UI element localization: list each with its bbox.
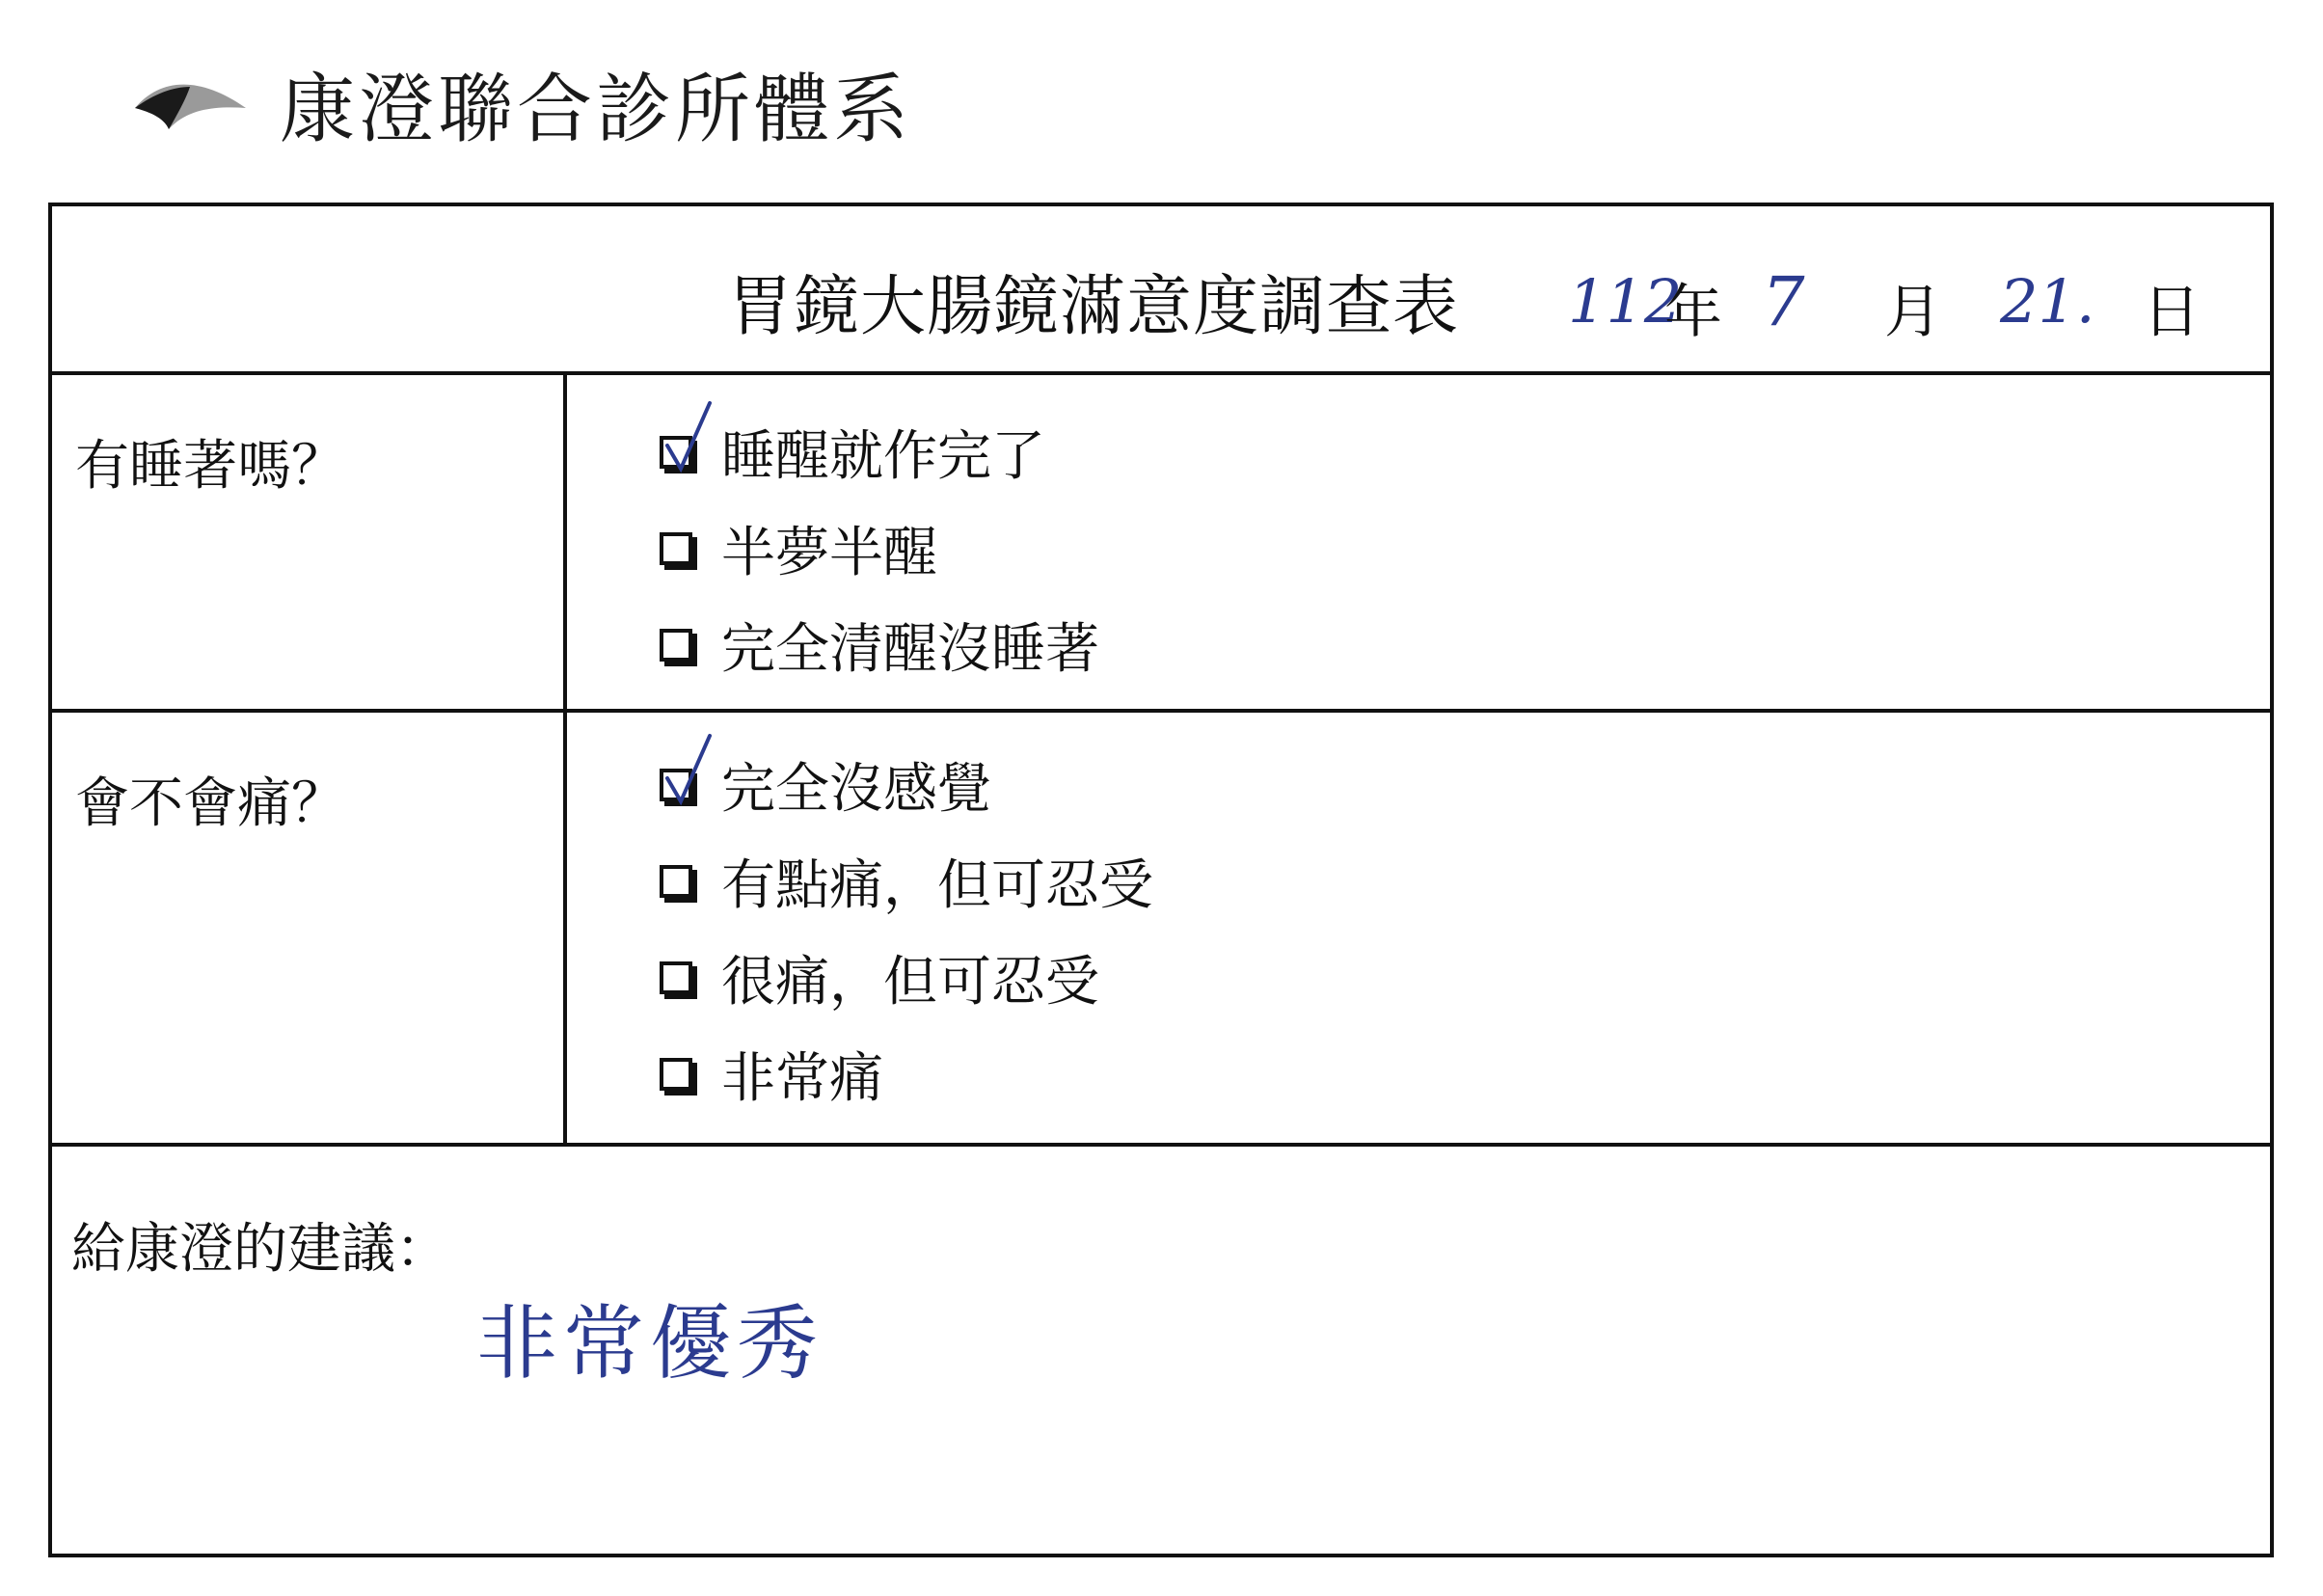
checkbox[interactable] xyxy=(660,532,692,565)
date-month-value[interactable]: 7 xyxy=(1762,262,1805,341)
checkmark-icon xyxy=(660,399,717,476)
suggestion-label: 給康澄的建議： xyxy=(71,1218,449,1281)
checkbox[interactable] xyxy=(660,629,692,662)
clinic-logo-icon xyxy=(130,69,251,137)
option-label: 完全清醒沒睡著 xyxy=(721,618,1099,681)
checkbox-checked[interactable] xyxy=(660,769,692,801)
question-label: 有睡著嗎？ xyxy=(75,435,345,498)
option-extremely-painful[interactable] xyxy=(660,1041,883,1108)
date-day-value[interactable]: 21. xyxy=(2000,266,2095,337)
date-month-unit: 月 xyxy=(1884,279,1942,346)
date-year-value[interactable]: 112 xyxy=(1568,266,1683,337)
option-label: 有點痛，但可忍受 xyxy=(721,854,1153,917)
option-fell-asleep[interactable] xyxy=(660,419,1045,486)
column-divider xyxy=(563,713,567,1143)
org-name: 康澄聯合診所體系 xyxy=(280,67,913,153)
question-sleep xyxy=(52,375,2270,713)
checkbox[interactable] xyxy=(660,961,692,994)
option-label: 半夢半醒 xyxy=(721,522,937,584)
question-label: 會不會痛？ xyxy=(75,772,345,835)
checkbox-checked[interactable] xyxy=(660,436,692,469)
date-day-unit: 日 xyxy=(2143,279,2201,346)
form-title: 胃鏡大腸鏡滿意度調查表 xyxy=(727,269,1460,345)
org-header xyxy=(130,50,912,156)
checkbox[interactable] xyxy=(660,1058,692,1091)
option-label: 睡醒就作完了 xyxy=(721,425,1045,488)
option-no-feeling[interactable] xyxy=(660,751,991,819)
survey-form xyxy=(48,203,2274,1557)
checkbox[interactable] xyxy=(660,865,692,898)
date-year-unit: 年 xyxy=(1664,279,1722,346)
option-very-painful-tolerable[interactable] xyxy=(660,944,1099,1012)
question-pain xyxy=(52,713,2270,1147)
column-divider xyxy=(563,375,567,709)
option-label: 完全沒感覺 xyxy=(721,758,991,821)
option-fully-awake[interactable] xyxy=(660,611,1099,679)
option-label: 很痛，但可忍受 xyxy=(721,951,1099,1014)
option-slight-pain[interactable] xyxy=(660,848,1153,915)
suggestion-answer[interactable]: 非常優秀 xyxy=(476,1296,824,1391)
option-half-asleep[interactable] xyxy=(660,515,937,582)
suggestion-section xyxy=(52,1173,2270,1554)
form-title-row xyxy=(52,206,2270,375)
option-label: 非常痛 xyxy=(721,1047,883,1110)
checkmark-icon xyxy=(660,732,717,809)
